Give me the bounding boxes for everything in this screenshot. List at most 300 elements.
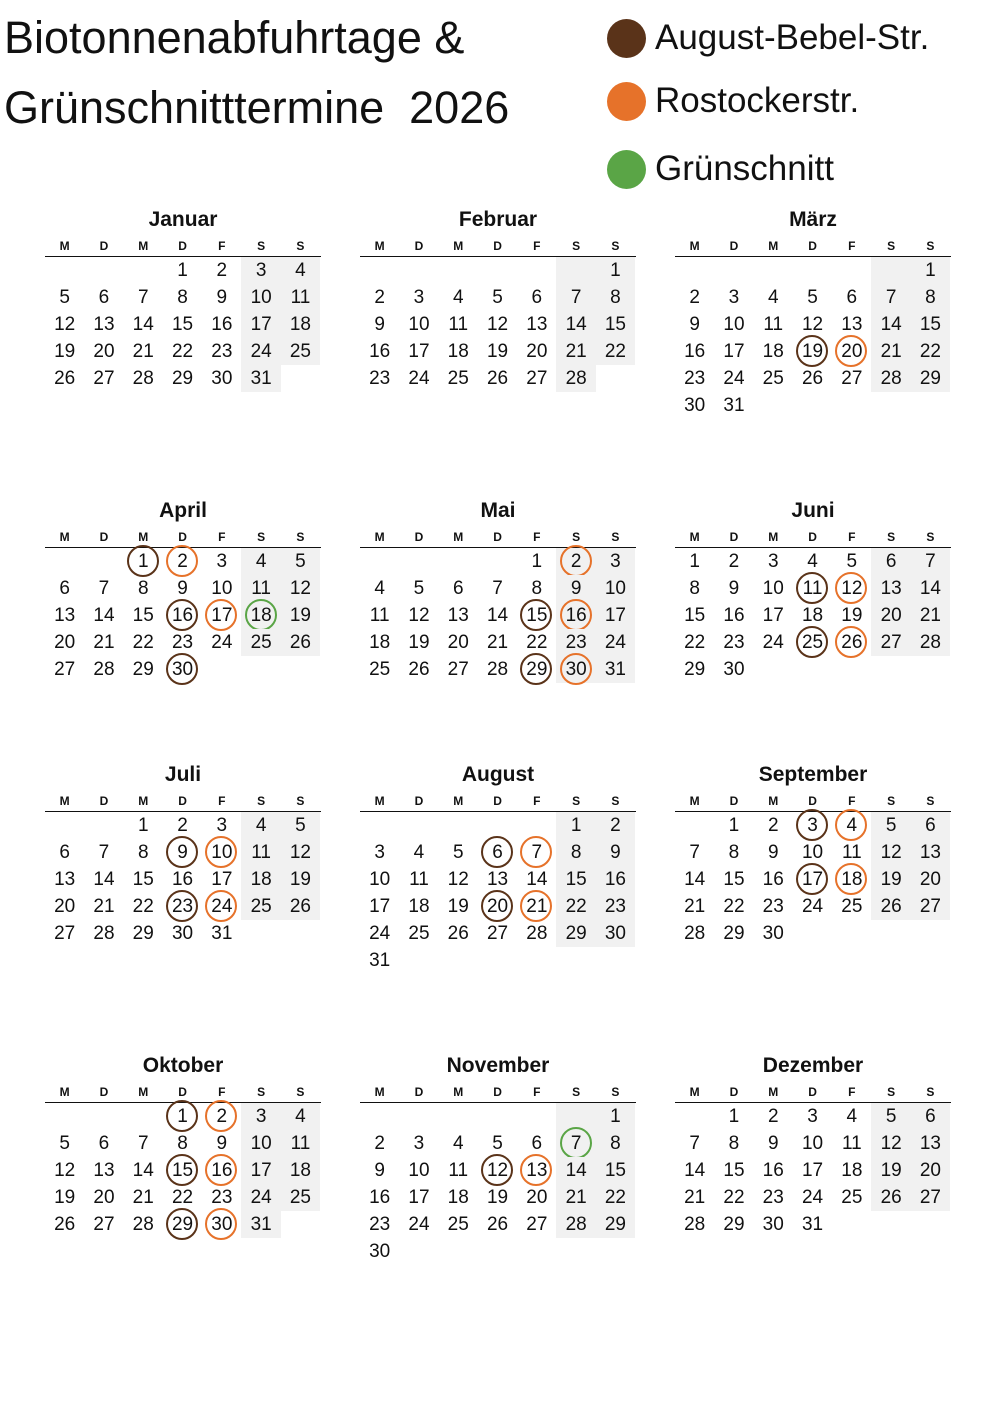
day-cell: 27 [911, 1184, 950, 1211]
day-cell: 1 [137, 815, 149, 836]
day-cell: 18 [241, 602, 280, 629]
day-cell: 20 [911, 866, 950, 893]
empty-cell [911, 392, 950, 419]
august-bebel-ring-icon [481, 836, 513, 868]
day-cell: 25 [408, 923, 430, 944]
day-cell: 12 [54, 314, 76, 335]
empty-cell [596, 1238, 635, 1265]
day-cell: 4 [281, 1103, 320, 1130]
day-cell: 30 [762, 1214, 784, 1235]
weekday-header: D [178, 794, 187, 808]
day-cell: 25 [793, 629, 832, 656]
day-cell: 29 [684, 659, 706, 680]
weekday-header: F [533, 794, 541, 808]
empty-cell [45, 812, 84, 839]
empty-cell [399, 812, 438, 839]
day-cell: 19 [281, 602, 320, 629]
day-cell: 29 [132, 923, 154, 944]
empty-cell [399, 947, 438, 974]
month-block [45, 498, 321, 683]
day-cell: 22 [132, 632, 154, 653]
day-cell: 18 [447, 341, 469, 362]
weekday-header: M [689, 794, 700, 808]
day-cell: 8 [596, 1130, 635, 1157]
day-cell: 24 [241, 1184, 280, 1211]
month-name: Oktober [142, 1054, 224, 1077]
day-cell: 7 [871, 284, 910, 311]
day-cell: 4 [241, 548, 280, 575]
day-cell: 2 [163, 548, 202, 575]
weekday-header: M [689, 530, 700, 544]
day-cell: 4 [452, 1133, 464, 1154]
weekday-header: D [99, 1085, 109, 1099]
weekday-header: D [414, 530, 424, 544]
day-cell: 14 [684, 869, 706, 890]
day-cell: 17 [202, 602, 241, 629]
day-cell: 4 [413, 842, 425, 863]
day-cell: 29 [723, 923, 745, 944]
empty-cell [517, 257, 556, 284]
day-cell: 16 [596, 866, 635, 893]
day-cell: 21 [93, 632, 115, 653]
empty-cell [399, 257, 438, 284]
empty-cell [478, 548, 517, 575]
august-bebel-ring-icon [166, 1100, 198, 1132]
weekday-header: M [138, 794, 149, 808]
day-cell: 11 [241, 839, 280, 866]
day-cell: 1 [556, 812, 595, 839]
rostocker-dot-icon [607, 82, 646, 121]
day-cell: 19 [281, 866, 320, 893]
day-cell: 11 [448, 1160, 469, 1181]
day-cell: 2 [556, 548, 595, 575]
rostocker-ring-icon [835, 626, 867, 658]
day-cell: 28 [556, 365, 595, 392]
weekday-header: D [493, 530, 502, 544]
day-cell: 9 [216, 287, 228, 308]
day-cell: 20 [526, 1187, 548, 1208]
day-cell: 22 [132, 896, 154, 917]
day-cell: 12 [871, 1130, 910, 1157]
weekday-header: S [572, 530, 581, 544]
day-cell: 19 [793, 338, 832, 365]
weekday-header: M [374, 794, 385, 808]
august-bebel-ring-icon [166, 653, 198, 685]
month-block [360, 1053, 636, 1265]
weekday-header: S [926, 794, 935, 808]
month-block [45, 207, 321, 392]
day-cell: 3 [374, 842, 385, 863]
day-cell: 10 [723, 314, 745, 335]
empty-cell [478, 1238, 517, 1265]
empty-cell [832, 920, 871, 947]
rostocker-ring-icon [835, 809, 867, 841]
day-cell: 28 [526, 923, 548, 944]
day-cell: 25 [281, 338, 320, 365]
day-cell: 4 [452, 287, 464, 308]
weekday-header: M [768, 239, 779, 253]
day-cell: 8 [728, 1133, 740, 1154]
weekday-header: M [138, 1085, 149, 1099]
weekday-header: M [59, 530, 70, 544]
august-bebel-ring-icon [481, 890, 513, 922]
days-grid [45, 548, 321, 683]
day-cell: 11 [369, 605, 390, 626]
day-cell: 15 [517, 602, 556, 629]
day-cell: 7 [911, 548, 950, 575]
day-cell: 22 [723, 896, 745, 917]
day-cell: 31 [241, 1211, 280, 1238]
day-cell: 29 [723, 1214, 745, 1235]
day-cell: 16 [202, 1157, 241, 1184]
day-cell: 24 [408, 1214, 430, 1235]
august-bebel-ring-icon [127, 545, 159, 577]
day-cell: 14 [556, 311, 595, 338]
day-cell: 31 [801, 1214, 824, 1235]
day-cell: 23 [596, 893, 635, 920]
empty-cell [399, 1103, 438, 1130]
day-cell: 1 [596, 1103, 635, 1130]
day-cell: 7 [556, 1130, 595, 1157]
day-cell: 25 [841, 1187, 863, 1208]
weekday-header: D [178, 1085, 187, 1099]
day-cell: 21 [517, 893, 556, 920]
weekday-header-row [675, 1082, 951, 1102]
day-cell: 6 [98, 1133, 110, 1154]
day-cell: 2 [202, 1103, 241, 1130]
day-cell: 19 [871, 1157, 910, 1184]
month-block [360, 762, 636, 974]
weekday-header: D [729, 530, 739, 544]
empty-cell [45, 257, 84, 284]
day-cell: 1 [124, 548, 163, 575]
day-cell: 6 [452, 578, 464, 599]
empty-cell [45, 548, 84, 575]
day-cell: 15 [684, 605, 706, 626]
title-line-1: Biotonnenabfuhrtage & [4, 12, 465, 63]
day-cell: 30 [369, 1241, 391, 1262]
rostocker-ring-icon [205, 599, 237, 631]
rostocker-ring-icon [205, 890, 237, 922]
empty-cell [675, 1103, 714, 1130]
day-cell: 11 [841, 842, 862, 863]
day-cell: 17 [241, 311, 280, 338]
month-name: Februar [458, 208, 538, 231]
day-cell: 19 [486, 1187, 509, 1208]
empty-cell [675, 812, 714, 839]
august-bebel-ring-icon [481, 1154, 513, 1186]
august-bebel-ring-icon [520, 653, 552, 685]
day-cell: 27 [447, 659, 469, 680]
day-cell: 20 [478, 893, 517, 920]
days-grid [45, 812, 321, 947]
day-cell: 4 [807, 551, 818, 572]
day-cell: 29 [596, 1211, 635, 1238]
weekday-header: M [374, 239, 385, 253]
day-cell: 30 [163, 656, 202, 683]
day-cell: 6 [531, 1133, 543, 1154]
day-cell: 29 [556, 920, 595, 947]
empty-cell [439, 548, 478, 575]
weekday-header: M [768, 794, 779, 808]
empty-cell [439, 947, 478, 974]
day-cell: 17 [793, 866, 832, 893]
weekday-header: M [453, 530, 464, 544]
day-cell: 20 [447, 632, 469, 653]
day-cell: 12 [447, 869, 469, 890]
day-cell: 13 [841, 314, 863, 335]
weekday-header: S [611, 1085, 620, 1099]
day-cell: 5 [871, 812, 910, 839]
days-grid [675, 548, 951, 683]
day-cell: 11 [841, 1133, 862, 1154]
month-block [675, 762, 951, 947]
day-cell: 22 [171, 1187, 194, 1208]
weekday-header: F [848, 794, 856, 808]
day-cell: 18 [841, 1160, 863, 1181]
day-cell: 9 [163, 839, 202, 866]
days-grid [675, 812, 951, 947]
day-cell: 24 [369, 923, 391, 944]
weekday-header-row [360, 527, 636, 547]
weekday-header: M [768, 530, 779, 544]
day-cell: 13 [447, 605, 469, 626]
empty-cell [281, 1211, 320, 1238]
month-block [45, 1053, 321, 1238]
weekday-header: F [848, 1085, 856, 1099]
weekday-header: D [414, 1085, 424, 1099]
day-cell: 15 [132, 605, 154, 626]
day-cell: 10 [408, 1160, 430, 1181]
day-cell: 10 [211, 578, 233, 599]
day-cell: 15 [596, 1157, 635, 1184]
day-cell: 30 [202, 1211, 241, 1238]
day-cell: 17 [408, 1187, 430, 1208]
day-cell: 3 [216, 551, 228, 572]
weekday-header: S [572, 239, 581, 253]
day-cell: 26 [54, 1214, 76, 1235]
day-cell: 8 [137, 842, 149, 863]
day-cell: 9 [689, 314, 700, 335]
day-cell: 12 [408, 605, 430, 626]
weekday-header: S [257, 239, 266, 253]
month-name: Januar [148, 208, 218, 231]
day-cell: 29 [163, 1211, 202, 1238]
day-cell: 15 [723, 869, 745, 890]
day-cell: 27 [93, 1214, 115, 1235]
day-cell: 7 [492, 578, 503, 599]
day-cell: 27 [54, 923, 76, 944]
day-cell: 14 [684, 1160, 706, 1181]
empty-cell [556, 257, 595, 284]
day-cell: 1 [911, 257, 950, 284]
day-cell: 16 [171, 869, 194, 890]
day-cell: 21 [911, 602, 950, 629]
day-cell: 16 [211, 314, 233, 335]
empty-cell [517, 947, 556, 974]
empty-cell [675, 257, 714, 284]
day-cell: 16 [684, 341, 706, 362]
title-line-2: Grünschnitttermine 2026 [4, 82, 510, 133]
day-cell: 28 [871, 365, 910, 392]
month-block [675, 207, 951, 419]
august-bebel-ring-icon [166, 836, 198, 868]
empty-cell [360, 548, 399, 575]
day-cell: 1 [531, 551, 543, 572]
day-cell: 5 [492, 287, 503, 308]
day-cell: 12 [54, 1160, 76, 1181]
day-cell: 22 [723, 1187, 745, 1208]
empty-cell [793, 920, 832, 947]
day-cell: 22 [684, 632, 706, 653]
weekday-header: M [374, 1085, 385, 1099]
day-cell: 10 [202, 839, 241, 866]
day-cell: 17 [762, 605, 784, 626]
august-bebel-dot-icon [607, 19, 646, 58]
empty-cell [714, 257, 753, 284]
month-name: Juni [791, 499, 835, 522]
empty-cell [517, 1238, 556, 1265]
weekday-header: D [808, 239, 817, 253]
day-cell: 13 [517, 1157, 556, 1184]
day-cell: 3 [216, 815, 228, 836]
day-cell: 20 [54, 632, 76, 653]
day-cell: 3 [793, 812, 832, 839]
day-cell: 5 [281, 812, 320, 839]
day-cell: 21 [93, 896, 115, 917]
weekday-header: D [414, 794, 424, 808]
day-cell: 20 [832, 338, 871, 365]
day-cell: 24 [762, 632, 784, 653]
weekday-header: M [59, 1085, 70, 1099]
day-cell: 11 [281, 284, 320, 311]
day-cell: 26 [281, 893, 320, 920]
august-bebel-ring-icon [796, 863, 828, 895]
day-cell: 6 [531, 287, 543, 308]
day-cell: 27 [526, 368, 548, 389]
rostocker-ring-icon [205, 1208, 237, 1240]
day-cell: 17 [241, 1157, 280, 1184]
day-cell: 15 [132, 869, 154, 890]
day-cell: 12 [478, 1157, 517, 1184]
day-cell: 18 [408, 896, 430, 917]
weekday-header: S [926, 1085, 935, 1099]
day-cell: 23 [762, 1187, 784, 1208]
day-cell: 8 [177, 287, 188, 308]
day-cell: 14 [526, 869, 548, 890]
month-name: April [159, 499, 207, 522]
empty-cell [832, 1211, 871, 1238]
day-cell: 2 [728, 551, 740, 572]
day-cell: 30 [596, 920, 635, 947]
empty-cell [478, 947, 517, 974]
empty-cell [832, 257, 871, 284]
empty-cell [754, 392, 793, 419]
day-cell: 16 [163, 602, 202, 629]
weekday-header: S [296, 794, 305, 808]
weekday-header: D [99, 530, 109, 544]
day-cell: 16 [762, 1160, 784, 1181]
day-cell: 24 [408, 368, 430, 389]
day-cell: 23 [723, 632, 745, 653]
day-cell: 19 [54, 341, 76, 362]
weekday-header: D [729, 794, 739, 808]
weekday-header: M [453, 1085, 464, 1099]
weekday-header: S [296, 530, 305, 544]
day-cell: 2 [767, 815, 779, 836]
day-cell: 17 [369, 896, 391, 917]
day-cell: 8 [689, 578, 700, 599]
weekday-header-row [675, 791, 951, 811]
day-cell: 30 [684, 395, 706, 416]
august-bebel-ring-icon [520, 599, 552, 631]
day-cell: 16 [762, 869, 784, 890]
weekday-header: F [218, 239, 226, 253]
day-cell: 31 [369, 950, 391, 971]
empty-cell [281, 656, 320, 683]
empty-cell [911, 656, 950, 683]
day-cell: 16 [723, 605, 745, 626]
august-bebel-ring-icon [796, 626, 828, 658]
weekday-header: D [99, 239, 109, 253]
day-cell: 23 [684, 368, 706, 389]
day-cell: 30 [762, 923, 784, 944]
weekday-header: S [611, 794, 620, 808]
rostocker-ring-icon [205, 1154, 237, 1186]
day-cell: 6 [871, 548, 910, 575]
day-cell: 23 [369, 1214, 391, 1235]
day-cell: 14 [93, 605, 115, 626]
weekday-header-row [675, 527, 951, 547]
day-cell: 18 [447, 1187, 469, 1208]
day-cell: 2 [177, 815, 188, 836]
day-cell: 9 [556, 575, 595, 602]
day-cell: 10 [408, 314, 430, 335]
empty-cell [124, 257, 163, 284]
empty-cell [478, 812, 517, 839]
day-cell: 14 [486, 605, 509, 626]
day-cell: 13 [54, 869, 76, 890]
day-cell: 21 [556, 1184, 595, 1211]
day-cell: 2 [374, 287, 385, 308]
legend-label: August-Bebel-Str. [655, 18, 930, 57]
day-cell: 24 [241, 338, 280, 365]
day-cell: 28 [132, 1214, 154, 1235]
day-cell: 8 [137, 578, 149, 599]
day-cell: 10 [369, 869, 391, 890]
august-bebel-ring-icon [796, 809, 828, 841]
month-block [675, 498, 951, 683]
rostocker-ring-icon [560, 653, 592, 685]
empty-cell [124, 1103, 163, 1130]
august-bebel-ring-icon [166, 599, 198, 631]
day-cell: 8 [596, 284, 635, 311]
day-cell: 13 [93, 1160, 115, 1181]
empty-cell [45, 1103, 84, 1130]
weekday-header: D [808, 530, 817, 544]
day-cell: 18 [762, 341, 784, 362]
day-cell: 12 [832, 575, 871, 602]
day-cell: 25 [447, 1214, 469, 1235]
weekday-header-row [45, 791, 321, 811]
weekday-header: M [689, 1085, 700, 1099]
day-cell: 22 [596, 338, 635, 365]
day-cell: 15 [723, 1160, 745, 1181]
rostocker-ring-icon [520, 836, 552, 868]
august-bebel-ring-icon [166, 890, 198, 922]
day-cell: 25 [281, 1184, 320, 1211]
day-cell: 27 [54, 659, 76, 680]
